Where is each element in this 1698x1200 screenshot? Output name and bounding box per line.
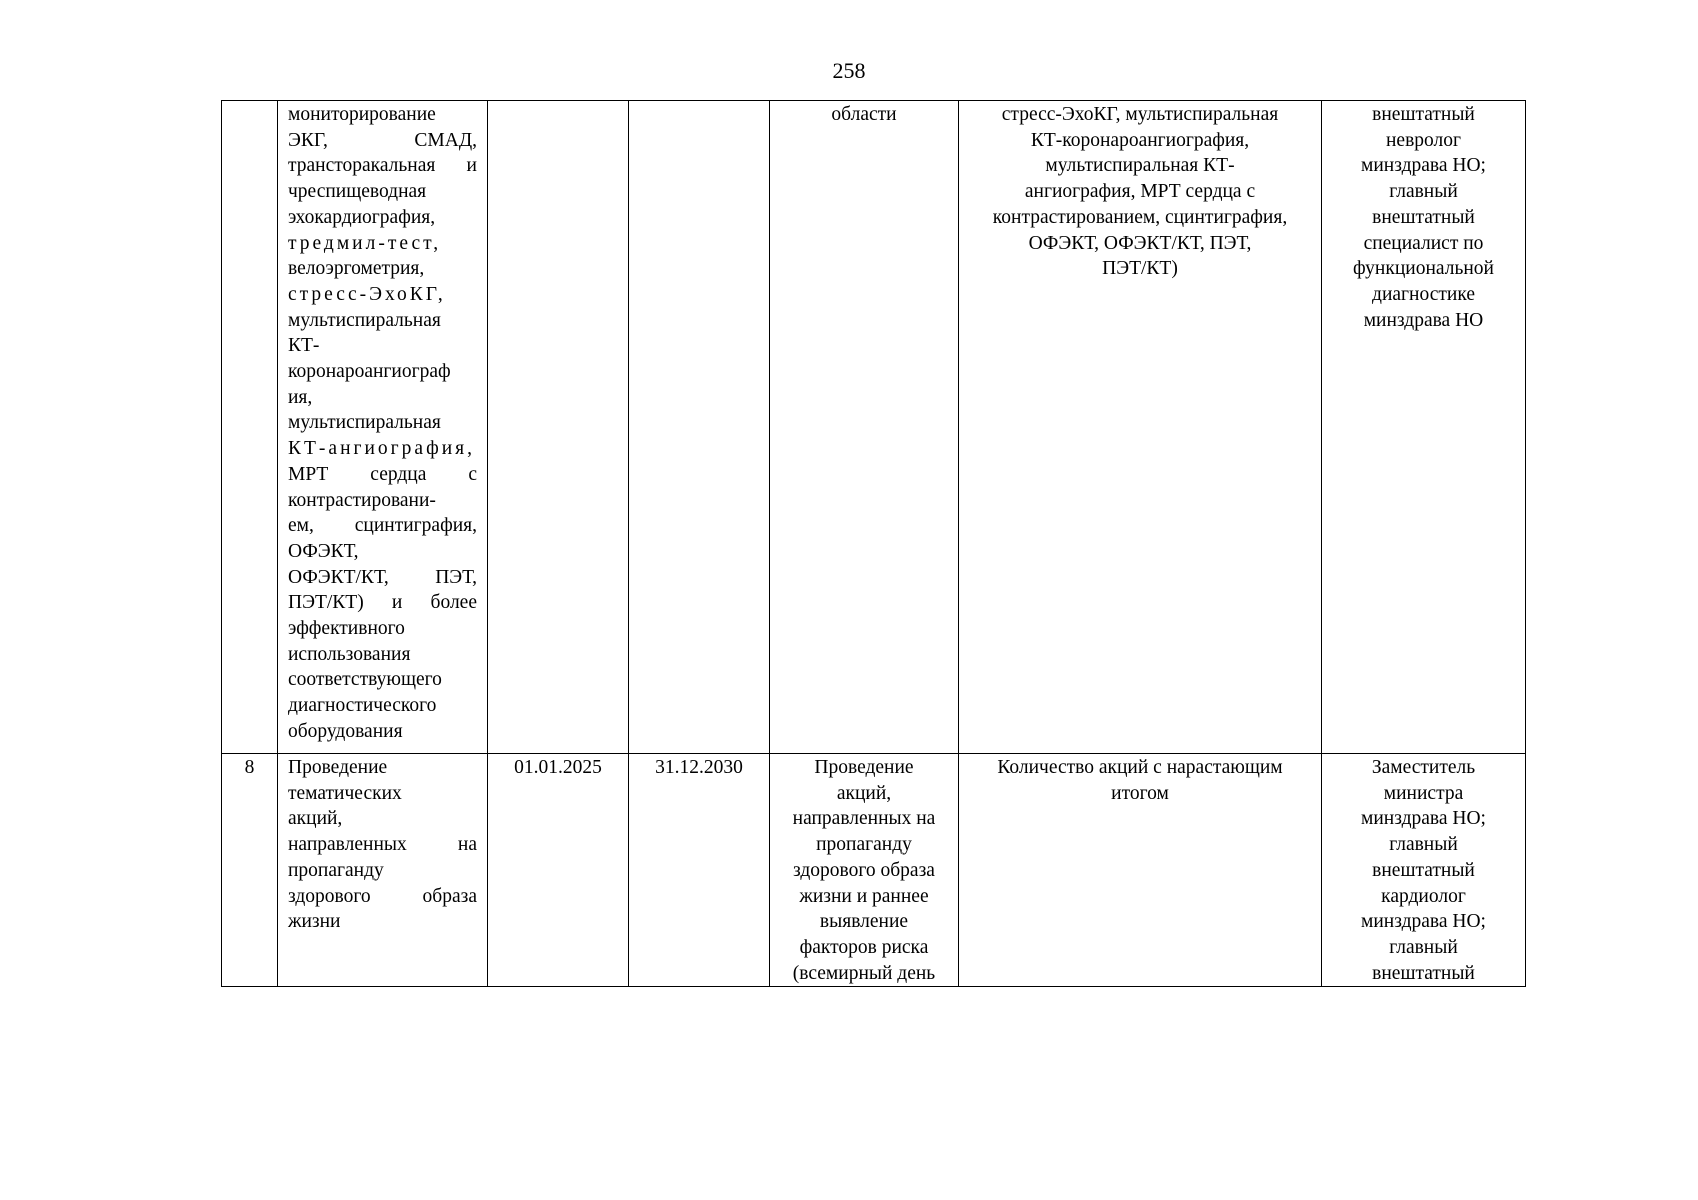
cell-text-line: внештатный <box>1372 859 1475 881</box>
cell-text-line: области <box>831 104 897 125</box>
cell-text-line: контрастированием, сцинтиграфия, <box>992 206 1288 228</box>
cell-text-line: ОФЭКТ, <box>288 540 359 562</box>
cell-text-line: тредмил-тест, <box>288 232 442 254</box>
cell-text-line: Количество акций с нарастающим <box>997 757 1283 778</box>
cell-text-line: стресс-ЭхоКГ, <box>288 283 446 305</box>
cell-text-line: ем, сцинтиграфия, <box>288 515 477 537</box>
cell-text-line: ПЭТ/КТ) <box>1102 258 1178 280</box>
cell-text-line: главный <box>1389 936 1458 958</box>
cell-text-line: пропаганду <box>288 859 384 881</box>
cell-text-line: внештатный <box>1372 206 1475 228</box>
cell-text-line: минздрава НО; <box>1361 155 1486 177</box>
start-date-cell: 01.01.2025 <box>488 754 629 987</box>
table-row <box>222 101 1526 754</box>
cell-text-line: ОФЭКТ, ОФЭКТ/КТ, ПЭТ, <box>1028 232 1252 254</box>
cell-text-line: мультиспиральная <box>288 412 441 434</box>
cell-text-line: диагностике <box>1372 283 1475 305</box>
cell-text-line: пропаганду <box>816 834 912 856</box>
cell-text-line: кардиолог <box>1381 885 1466 907</box>
indicator-cell <box>959 754 1322 987</box>
cell-text-line: ОФЭКТ/КТ, ПЭТ, <box>288 566 477 588</box>
expected-result-cell <box>770 754 959 987</box>
end-date-cell <box>629 101 770 754</box>
cell-text-line: ЭКГ, СМАД, <box>288 129 477 151</box>
cell-text-line: специалист по <box>1363 232 1484 254</box>
cell-text-line: трансторакальная и <box>288 155 477 177</box>
cell-text-line: мультиспиральная <box>288 309 441 331</box>
indicator-cell <box>959 101 1322 754</box>
cell-text-line: здорового образа <box>288 885 477 907</box>
cell-text-line: ангиография, МРТ сердца с <box>1024 181 1256 203</box>
cell-text-line: минздрава НО; <box>1361 911 1486 933</box>
responsible-cell <box>1322 754 1526 987</box>
cell-text-line: КТ-коронароангиография, <box>1030 129 1250 151</box>
cell-text-line: тематических <box>288 782 402 804</box>
page-number: 258 <box>832 58 866 83</box>
cell-text-line: Заместитель <box>1371 757 1476 778</box>
cell-text-line: велоэргометрия, <box>288 258 425 280</box>
cell-text-line: минздрава НО; <box>1361 808 1486 830</box>
cell-text-line: оборудования <box>288 720 403 742</box>
cell-text-line: мониторирование <box>288 104 436 125</box>
measure-name-cell <box>278 754 488 987</box>
cell-text-line: минздрава НО <box>1363 309 1484 331</box>
expected-result-cell <box>770 101 959 754</box>
start-date-cell <box>488 101 629 754</box>
cell-text-line: здорового образа <box>793 859 935 881</box>
cell-text-line: итогом <box>1111 782 1169 804</box>
responsible-cell <box>1322 101 1526 754</box>
cell-text-line: министра <box>1383 782 1464 804</box>
cell-text-line: эффективного <box>288 618 405 640</box>
cell-text-line: использования <box>288 643 411 665</box>
end-date-cell: 31.12.2030 <box>629 754 770 987</box>
cell-text-line: Проведение <box>814 757 914 778</box>
cell-text-line: невролог <box>1385 129 1462 151</box>
row-number-cell <box>222 101 278 754</box>
measure-name-cell <box>278 101 488 754</box>
cell-text-line: факторов риска <box>799 936 929 958</box>
cell-text-line: МРТ сердца с <box>288 463 477 485</box>
cell-text-line: КТ- <box>288 335 320 357</box>
cell-text-line: внештатный <box>1372 962 1475 984</box>
cell-text-line: эхокардиография, <box>288 206 436 228</box>
cell-text-line: ПЭТ/КТ) и более <box>288 592 477 614</box>
cell-text-line: акций, <box>836 782 892 804</box>
row-number-cell: 8 <box>222 754 278 987</box>
measures-table <box>221 100 1526 987</box>
cell-text-line: контрастировани- <box>288 489 436 511</box>
cell-text-line: направленных на <box>288 834 477 856</box>
cell-text-line: соответствующего <box>288 669 442 691</box>
cell-text-line: направленных на <box>792 808 936 830</box>
cell-text-line: ия, <box>288 386 313 408</box>
cell-text-line: чреспищеводная <box>288 181 427 203</box>
cell-text-line: стресс-ЭхоКГ, мультиспиральная <box>1001 104 1279 125</box>
cell-text-line: (всемирный день <box>792 962 936 984</box>
cell-text-line: жизни <box>288 911 341 933</box>
cell-text-line: диагностического <box>288 695 437 717</box>
cell-text-line: мультиспиральная КТ- <box>1045 155 1235 177</box>
cell-text-line: коронароангиограф <box>288 361 451 383</box>
cell-text-line: функциональной <box>1353 258 1494 280</box>
table-row <box>222 754 1526 987</box>
cell-text-line: главный <box>1389 834 1458 856</box>
cell-text-line: внештатный <box>1372 104 1475 125</box>
cell-text-line: Проведение <box>288 757 388 778</box>
cell-text-line: акций, <box>288 808 343 830</box>
cell-text-line: главный <box>1389 181 1458 203</box>
cell-text-line: КТ-ангиография, <box>288 438 476 460</box>
cell-text-line: выявление <box>819 911 909 933</box>
cell-text-line: жизни и раннее <box>799 885 929 907</box>
